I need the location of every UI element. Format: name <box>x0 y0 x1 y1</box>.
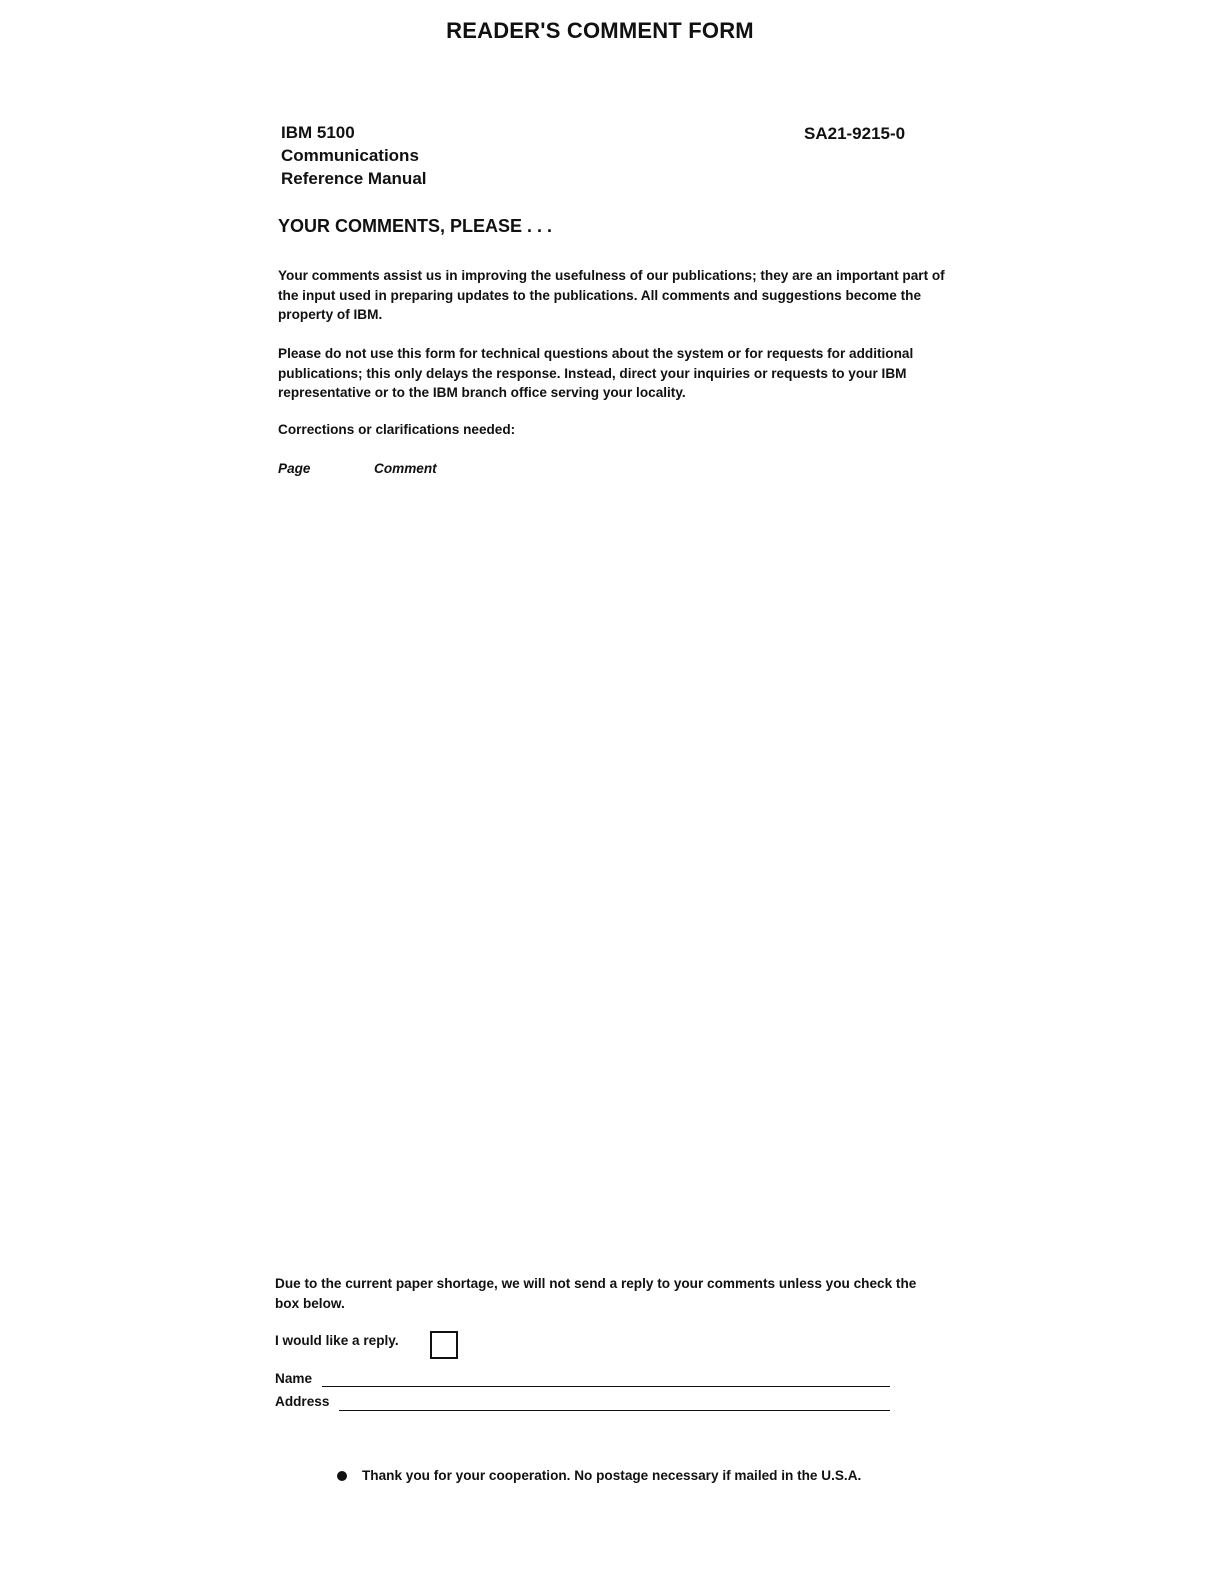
reply-checkbox[interactable] <box>430 1331 458 1359</box>
intro-paragraph-2: Please do not use this form for technical questions about the system or for requests for additional publications; this only delays the response. Instead, direct your inquiries or requests to your IBM representative or to the IBM branch office serving your locality. <box>278 346 914 401</box>
corrections-label: Corrections or clarifications needed: <box>278 422 516 437</box>
reply-notice: Due to the current paper shortage, we will not send a reply to your comments unless you check the box below. <box>275 1276 917 1311</box>
name-field[interactable] <box>322 1370 890 1387</box>
intro-paragraph-1: Your comments assist us in improving the usefulness of our publications; they are an important part of the input used in preparing updates to the publications. All comments and suggestions become the property of IBM. <box>278 268 945 323</box>
page-column-header: Page <box>278 461 311 476</box>
comment-writing-area[interactable] <box>276 488 970 1252</box>
address-label: Address <box>275 1394 330 1409</box>
publication-title-line-2: Communications <box>281 146 419 165</box>
form-number: SA21-9215-0 <box>804 124 906 143</box>
address-field[interactable] <box>339 1394 890 1411</box>
publication-title-line-3: Reference Manual <box>281 169 427 188</box>
bullet-dot-icon <box>337 1471 347 1481</box>
section-heading: YOUR COMMENTS, PLEASE . . . <box>278 216 553 236</box>
comment-column-header: Comment <box>374 461 437 476</box>
name-label: Name <box>275 1371 313 1386</box>
thanks-note: Thank you for your cooperation. No postage necessary if mailed in the U.S.A. <box>362 1468 862 1483</box>
page-title: READER'S COMMENT FORM <box>446 18 754 43</box>
publication-title-line-1: IBM 5100 <box>281 123 355 142</box>
reply-checkbox-label: I would like a reply. <box>275 1333 399 1348</box>
